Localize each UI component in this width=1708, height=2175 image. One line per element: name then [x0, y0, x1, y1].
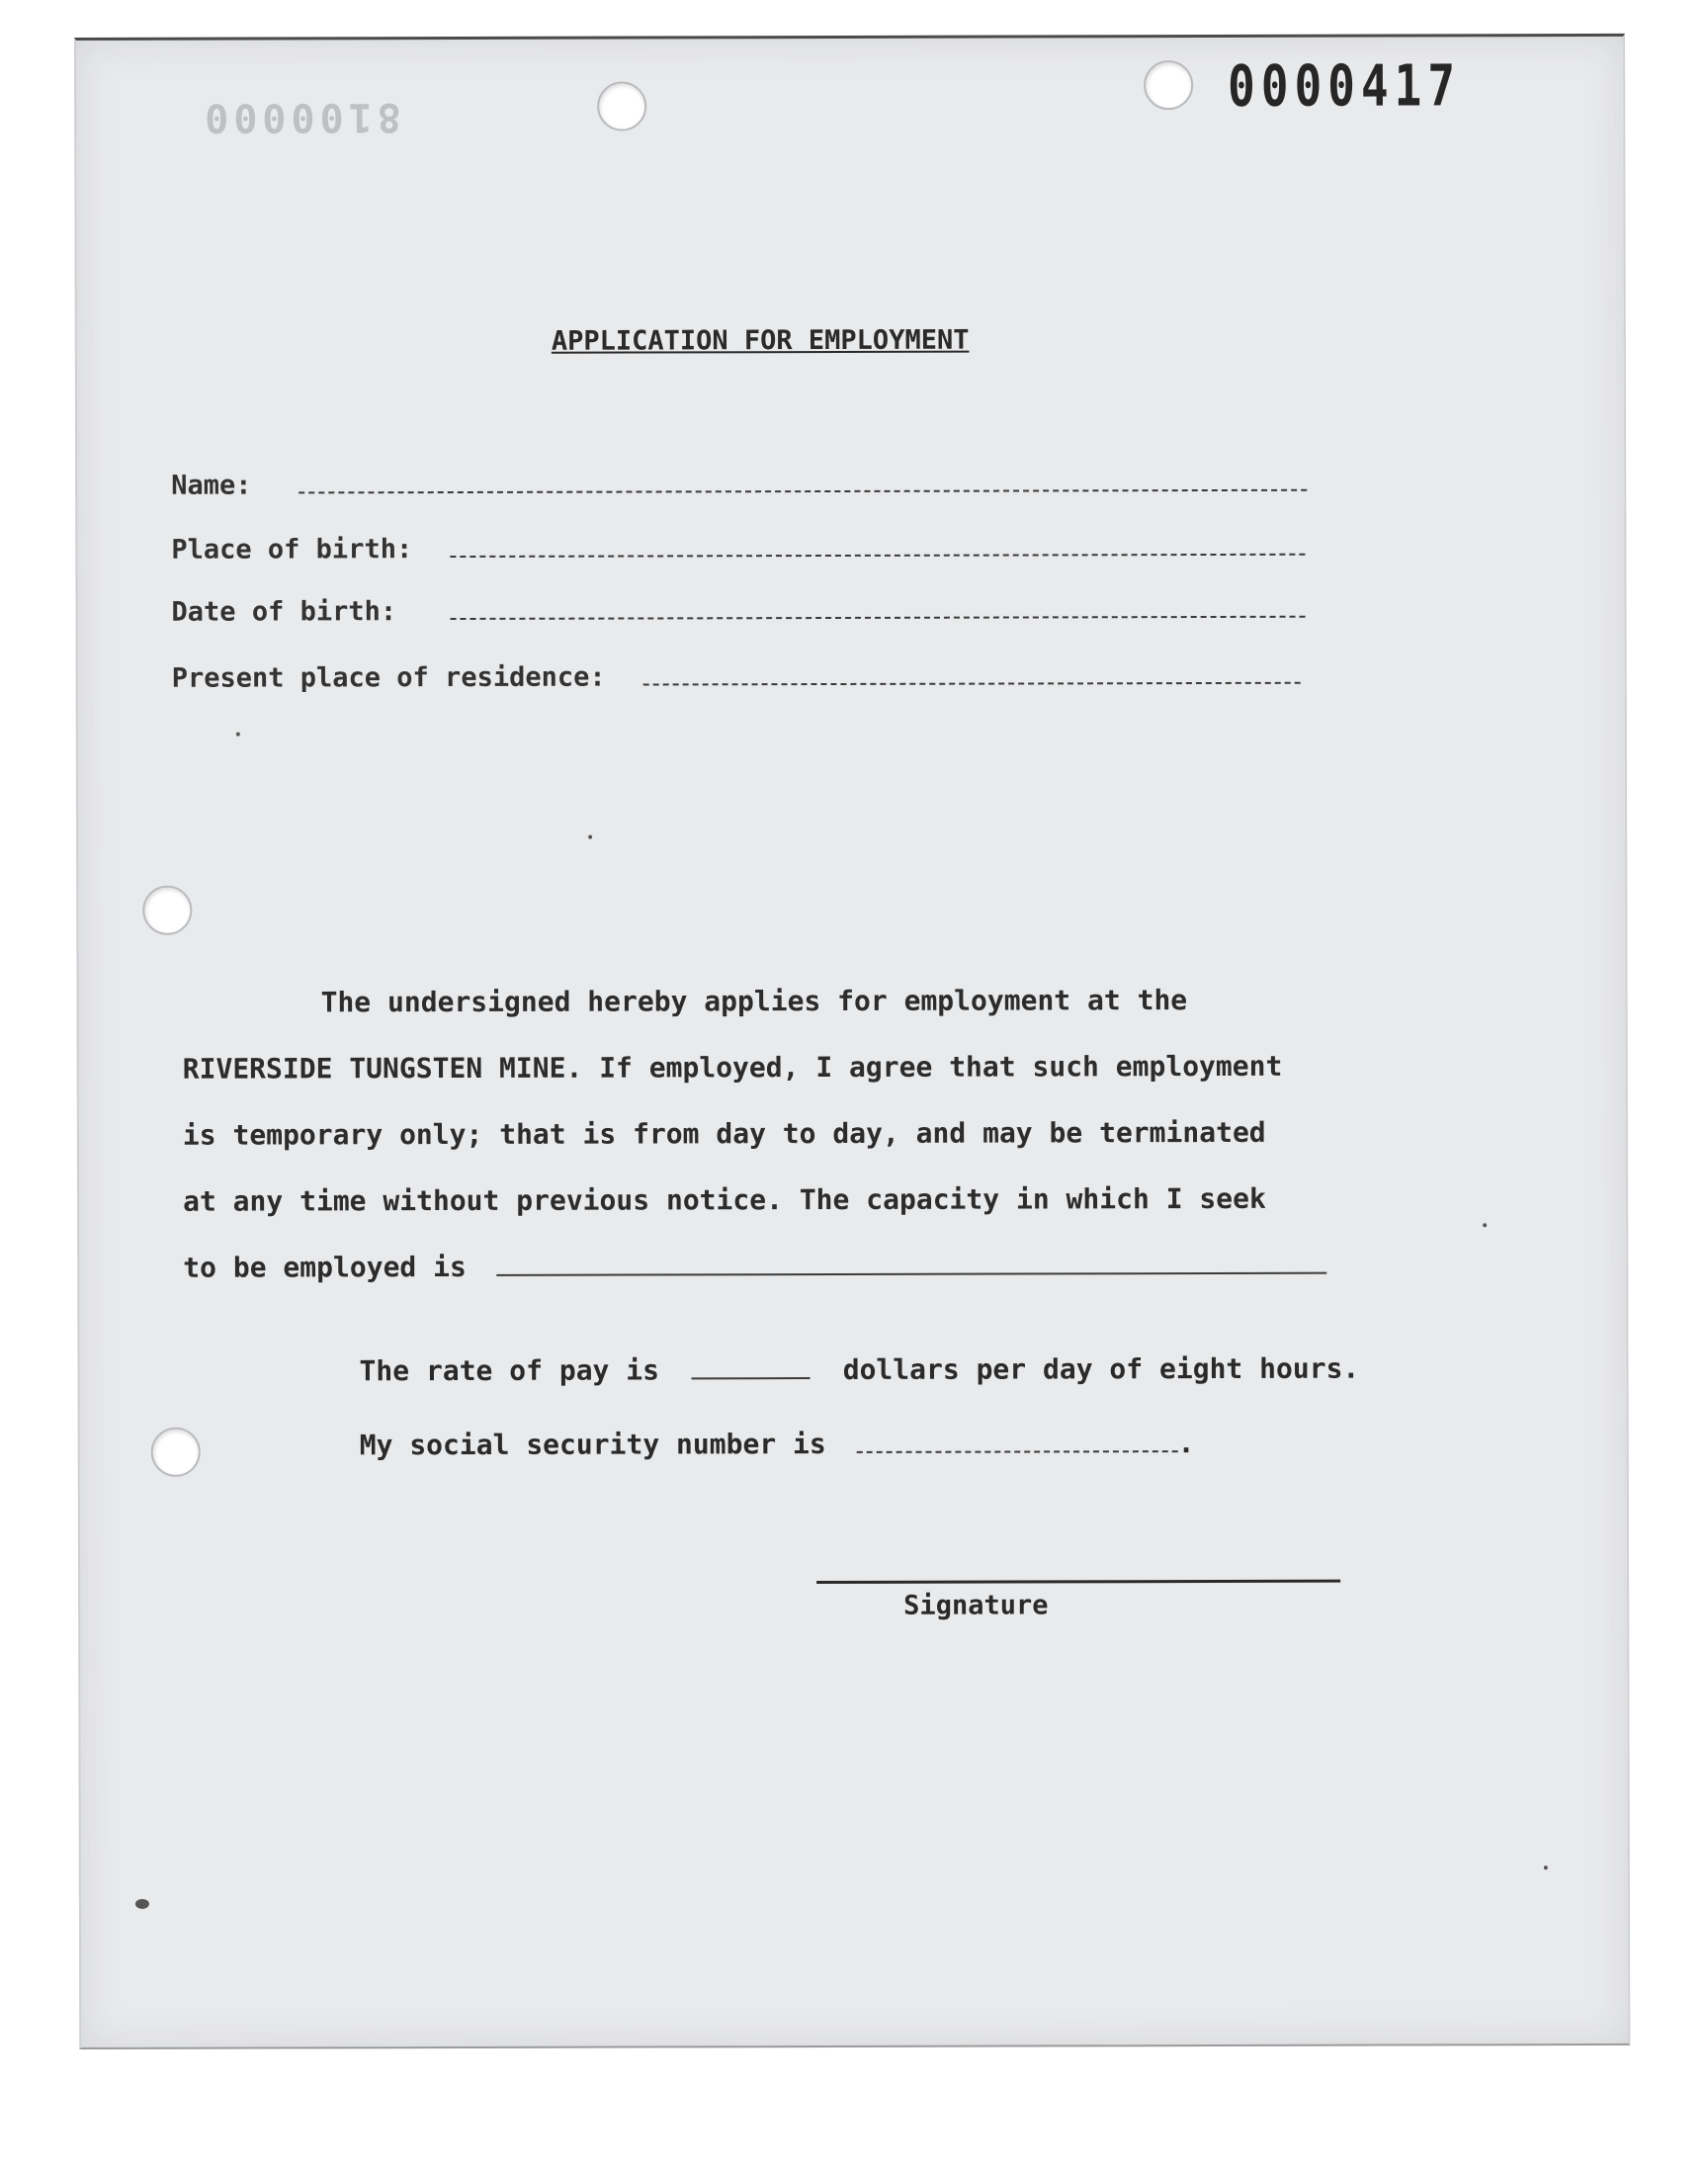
paragraph-line: is temporary only; that is from day to day, and may be terminated [182, 1115, 1266, 1152]
paragraph-line: The undersigned hereby applies for employment at the [320, 984, 1188, 1019]
residence-label: Present place of residence: [171, 661, 606, 694]
name-field-row [171, 468, 1307, 501]
punch-hole-top [597, 81, 646, 130]
capacity-text: to be employed is [183, 1250, 467, 1284]
place-of-birth-blank[interactable] [450, 554, 1305, 558]
capacity-blank[interactable] [496, 1272, 1326, 1276]
ssn-line [360, 1427, 1195, 1461]
signature-label: Signature [903, 1590, 1049, 1621]
punch-hole-top-right [1144, 60, 1193, 110]
residence-blank[interactable] [643, 682, 1301, 686]
terms-paragraph [182, 966, 1428, 1300]
place-of-birth-field-row [171, 532, 1305, 566]
pay-prefix: The rate of pay is [359, 1353, 660, 1388]
form-title: APPLICATION FOR EMPLOYMENT [551, 324, 970, 357]
paper-speck [1483, 1223, 1487, 1227]
name-label: Name: [171, 470, 252, 501]
pay-rate-line [359, 1352, 1359, 1388]
paper-speck [236, 733, 240, 737]
signature-line[interactable] [816, 1580, 1340, 1584]
name-blank[interactable] [299, 489, 1307, 494]
ssn-blank[interactable] [857, 1450, 1178, 1453]
bleed-through-stamp: 8100000 [200, 94, 401, 140]
paragraph-line: RIVERSIDE TUNGSTEN MINE. If employed, I agree that such employment [182, 1049, 1283, 1086]
pay-suffix: dollars per day of eight hours. [842, 1351, 1360, 1386]
date-of-birth-field-row [171, 594, 1305, 628]
punch-hole-left-upper [142, 886, 192, 935]
date-of-birth-blank[interactable] [450, 616, 1305, 620]
paper-speck [588, 835, 592, 839]
residence-field-row [172, 660, 1301, 694]
document-sheet [74, 34, 1630, 2049]
capacity-line [183, 1231, 1428, 1300]
punch-hole-left-lower [151, 1428, 201, 1477]
ssn-period: . [1177, 1427, 1195, 1460]
ssn-prefix: My social security number is [359, 1428, 826, 1462]
paper-speck [135, 1899, 149, 1909]
pay-rate-blank[interactable] [692, 1377, 811, 1379]
paragraph-line: at any time without previous notice. The capacity in which I seek [183, 1181, 1266, 1218]
document-number-stamp: 0000417 [1228, 51, 1462, 120]
paper-speck [1544, 1866, 1548, 1870]
place-of-birth-label: Place of birth: [171, 534, 413, 566]
date-of-birth-label: Date of birth: [171, 596, 397, 628]
